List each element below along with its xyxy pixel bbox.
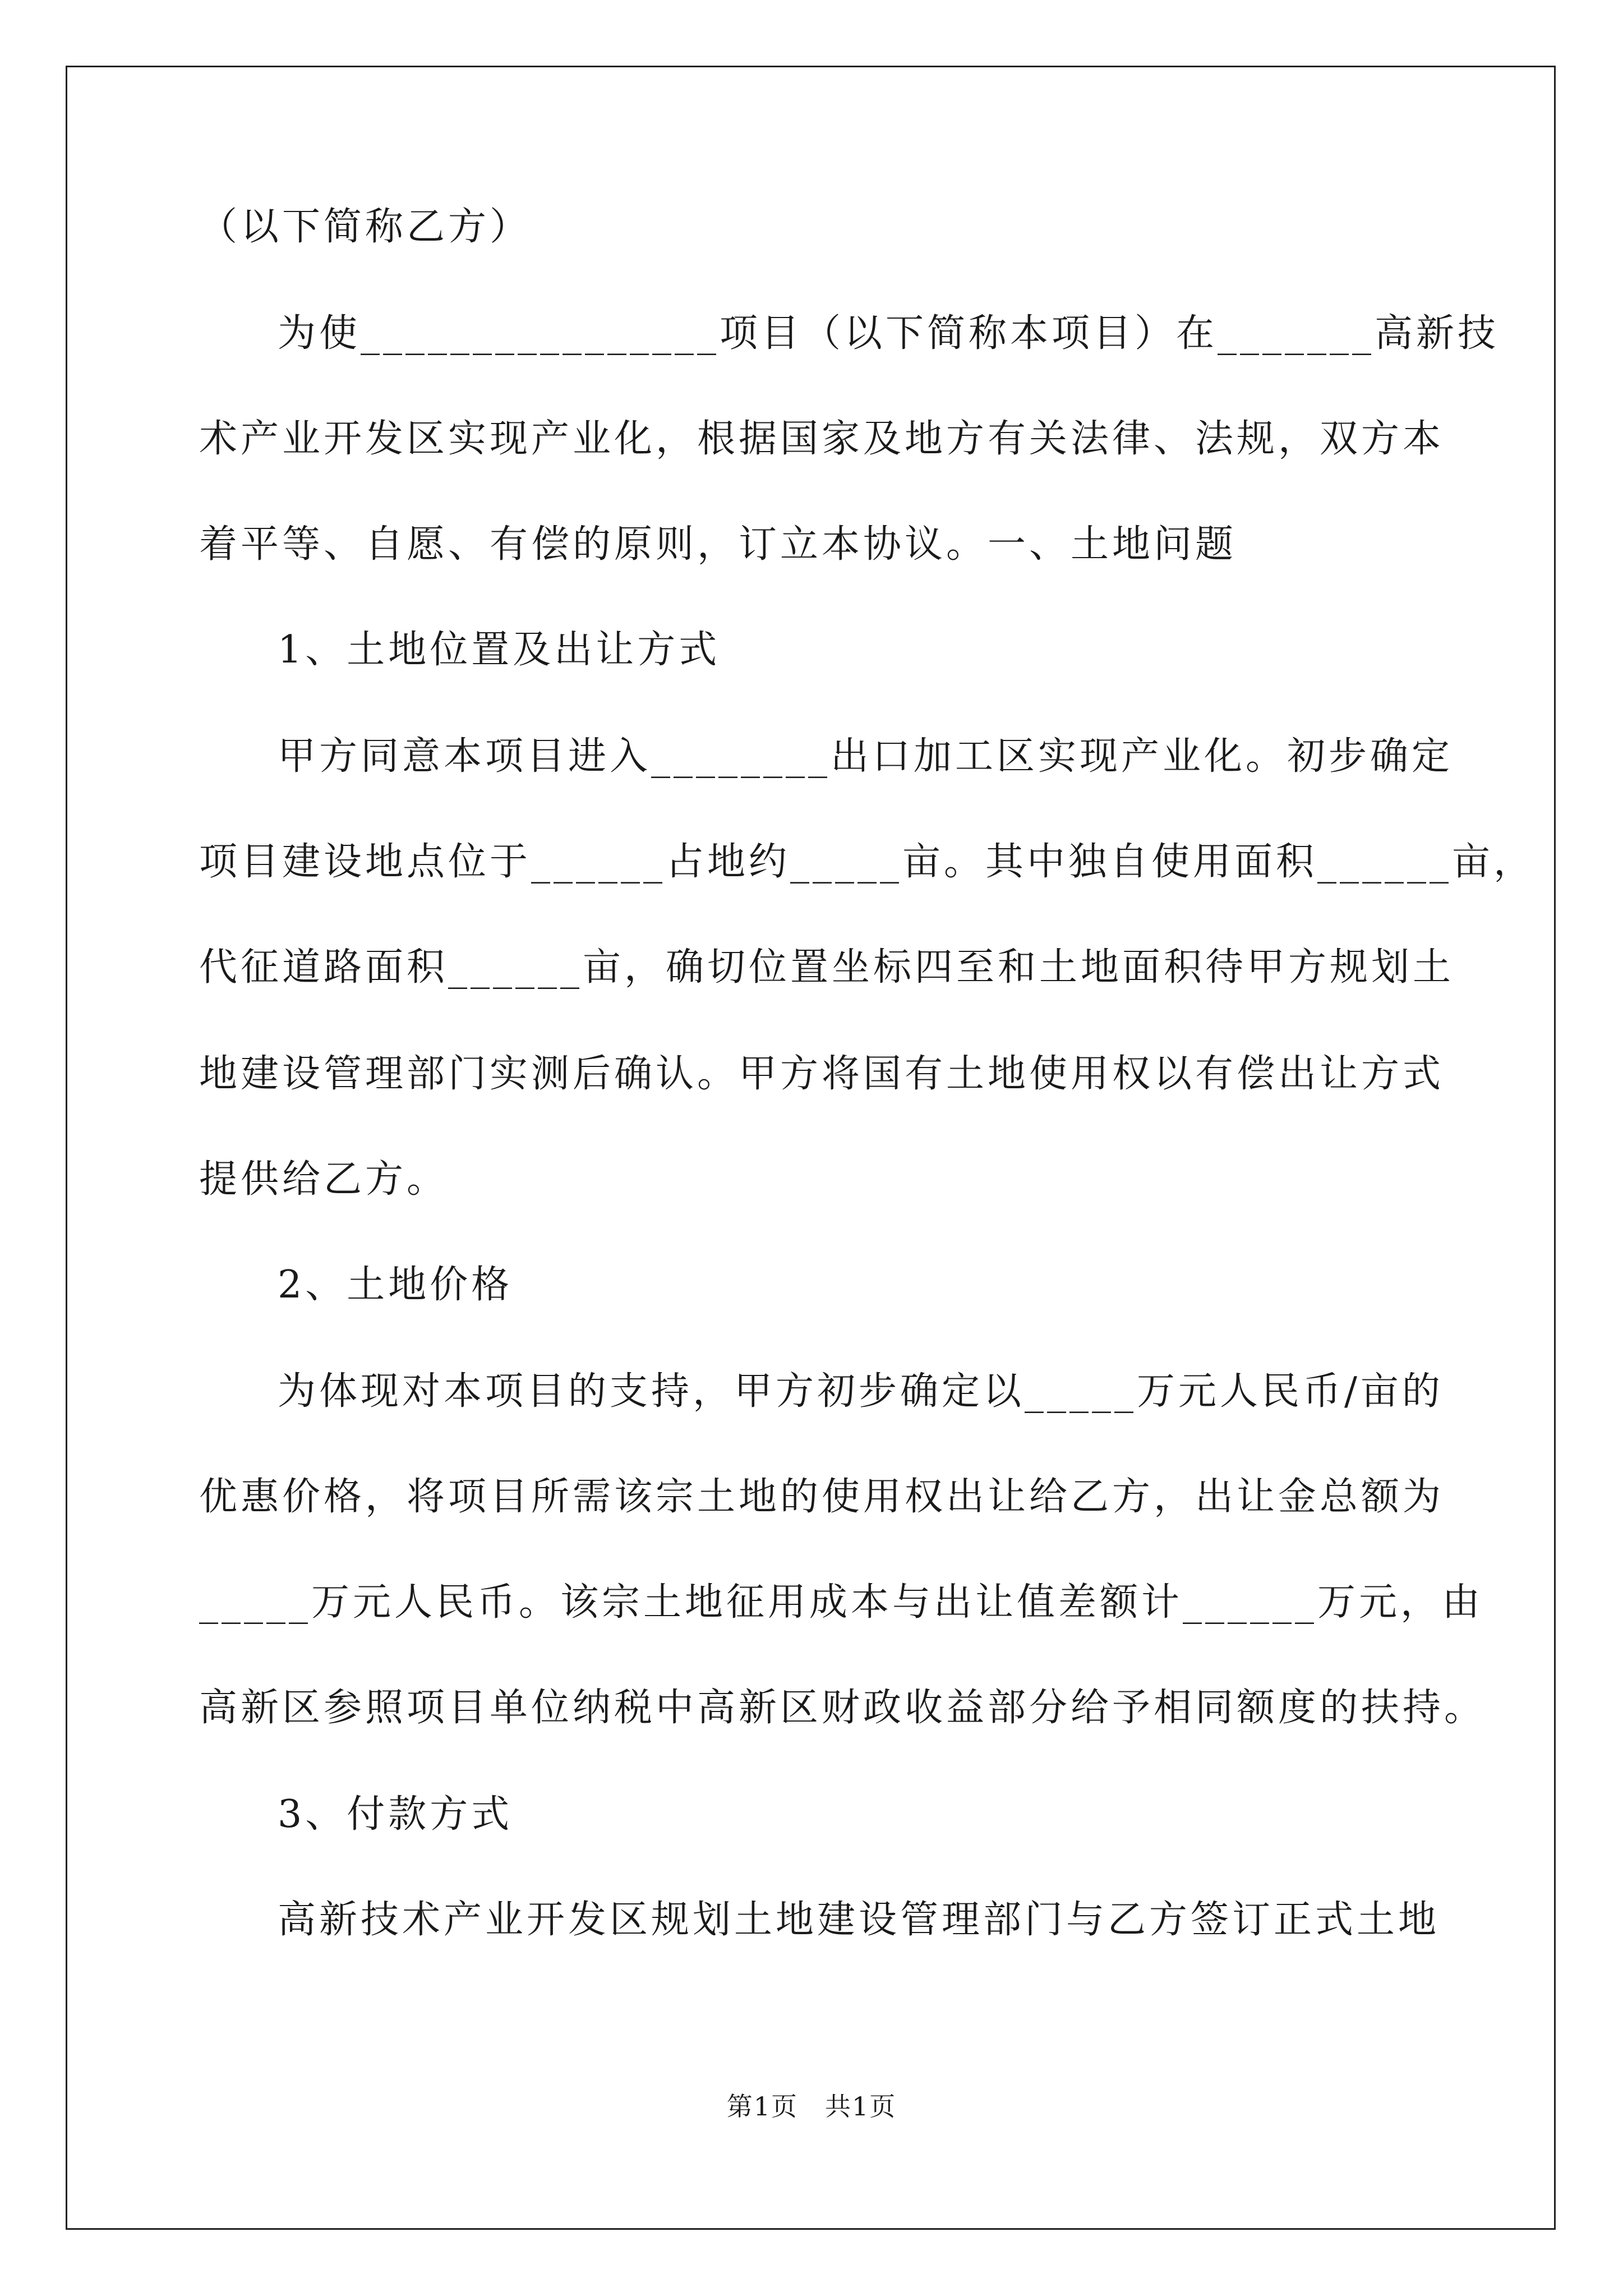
paragraph-line: 甲方同意本项目进入________出口加工区实现产业化。初步确定 (278, 734, 1454, 779)
section-heading: 2、土地价格 (278, 1263, 513, 1307)
paragraph-line: 术产业开发区实现产业化，根据国家及地方有关法律、法规，双方本 (199, 417, 1445, 461)
paragraph-line: 提供给乙方。 (199, 1157, 449, 1202)
paragraph-line: 着平等、自愿、有偿的原则，订立本协议。一、土地问题 (199, 522, 1237, 567)
paragraph-line: 项目建设地点位于______占地约_____亩。其中独自使用面积______亩， (199, 840, 1536, 884)
section-heading: 3、付款方式 (278, 1792, 513, 1837)
paragraph-line: 为体现对本项目的支持，甲方初步确定以_____万元人民币/亩的 (278, 1369, 1444, 1414)
paragraph-line: 地建设管理部门实测后确认。甲方将国有土地使用权以有偿出让方式 (199, 1052, 1445, 1096)
paragraph-line: 优惠价格，将项目所需该宗土地的使用权出让给乙方，出让金总额为 (199, 1475, 1445, 1519)
section-heading: 1、土地位置及出让方式 (278, 628, 721, 672)
paragraph-line: 代征道路面积______亩，确切位置坐标四至和土地面积待甲方规划土 (199, 945, 1455, 990)
paragraph-line: _____万元人民币。该宗土地征用成本与出让值差额计______万元，由 (199, 1580, 1484, 1625)
paragraph-line: （以下简称乙方） (199, 205, 532, 249)
page-footer: 第1页 共1页 (726, 2091, 897, 2122)
paragraph-line: 为使________________项目（以下简称本项目）在_______高新技 (278, 311, 1500, 356)
paragraph-line: 高新区参照项目单位纳税中高新区财政收益部分给予相同额度的扶持。 (199, 1686, 1486, 1730)
paragraph-line: 高新技术产业开发区规划土地建设管理部门与乙方签订正式土地 (278, 1898, 1440, 1942)
